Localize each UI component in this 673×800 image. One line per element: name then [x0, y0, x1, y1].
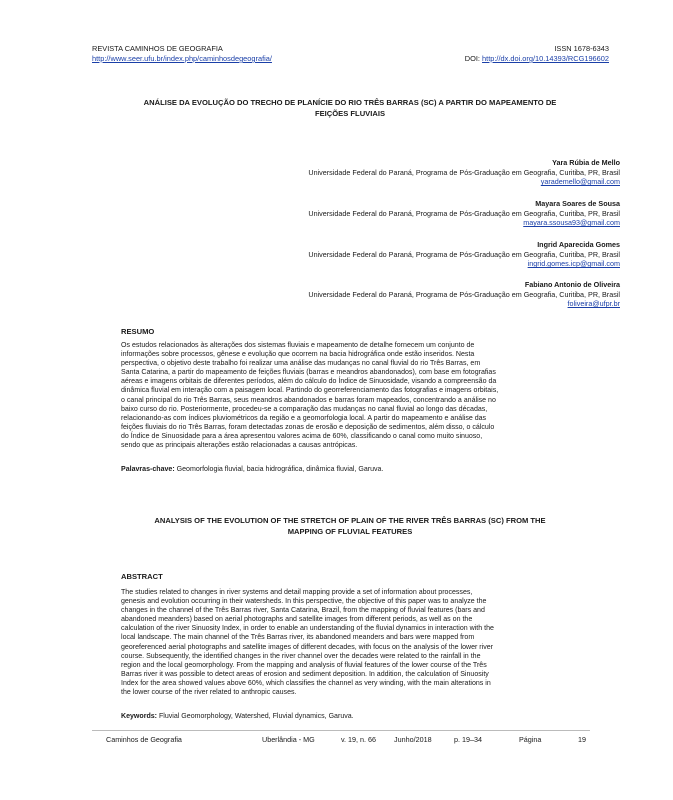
footer-city: Uberlândia - MG: [262, 735, 315, 744]
title-pt: [60, 97, 640, 119]
author-block-2: [308, 199, 620, 228]
keywords-label: Keywords:: [121, 713, 158, 720]
title-en-line1: ANALYSIS OF THE EVOLUTION OF THE STRETCH OF PLAIN OF THE RIVER TRÊS BARRAS (SC) FROM THE: [154, 516, 546, 525]
footer-journal: Caminhos de Geografia: [106, 735, 182, 744]
journal-name: REVISTA CAMINHOS DE GEOGRAFIA: [92, 44, 223, 53]
abstract-line: georeferenced aerial photographs and satellite images of different decades, with focus on the analysis of the lower river: [121, 643, 494, 651]
author-email-link[interactable]: ingrid.gomes.icp@gmail.com: [527, 259, 620, 269]
resumo-line: relacionando-as com índices pluviométricos da região e a geomorfologia local. A partir do mapeamento e análise das: [121, 414, 487, 422]
author-affiliation: Universidade Federal do Paraná, Programa de Pós-Graduação em Geografia, Curitiba, PR, Brasil: [308, 249, 620, 259]
resumo-body: [121, 341, 619, 450]
author-affiliation: Universidade Federal do Paraná, Programa de Pós-Graduação em Geografia, Curitiba, PR, Brasil: [308, 208, 620, 218]
footer-page-label: Página: [519, 735, 542, 744]
abstract-line: calculation of the river Sinuosity Index, in order to enable an understanding of the fluvial dynamics in interaction with the: [121, 625, 494, 633]
resumo-line: perspectiva, o objetivo deste trabalho foi realizar uma análise das mudanças no canal fluvial do rio Três Barras, em: [121, 360, 481, 368]
keywords-line: [121, 712, 354, 721]
title-en: [60, 515, 640, 537]
abstract-line: the lower course of the river related to anthropic causes.: [121, 689, 297, 697]
palavras-chave-line: [121, 465, 383, 474]
abstract-line: local landscape. The main channel of the Três Barras river, its abandoned meanders and bars were mapped from: [121, 634, 475, 642]
title-pt-line1: ANÁLISE DA EVOLUÇÃO DO TRECHO DE PLANÍCIE DO RIO TRÊS BARRAS (SC) A PARTIR DO MAPEAMENTO DE: [143, 98, 557, 107]
resumo-line: dinâmica fluvial em interação com a paisagem local. Partindo do georreferenciamento das fotografias e imagens orbitais,: [121, 387, 499, 395]
author-email-link[interactable]: mayara.ssousa93@gmail.com: [523, 218, 620, 228]
footer-volume: v. 19, n. 66: [341, 735, 377, 744]
resumo-line: informações sobre processos, gênese e evolução que ocorrem na bacia hidrográfica onde estão inseridos. Nesta: [121, 351, 475, 359]
journal-url-link[interactable]: http://www.seer.ufu.br/index.php/caminhosdegeografia/: [92, 54, 272, 63]
resumo-line: baixo curso do rio. Posteriormente, procedeu-se a comparação das mudanças no canal fluvial ao longo das décadas,: [121, 405, 488, 413]
footer-page-number: 19: [578, 735, 586, 744]
author-email-link[interactable]: yarademello@gmail.com: [540, 177, 620, 187]
abstract-line: changes in the channel of the Três Barras river, Santa Catarina, Brazil, from the mapping of fluvial features (bars and: [121, 607, 485, 615]
abstract-line: The studies related to changes in river systems and detail mapping provide a set of information about processes,: [121, 589, 473, 596]
footer-date: Junho/2018: [394, 735, 432, 744]
footer-pages: p. 19–34: [454, 735, 482, 744]
resumo-line: feições fluviais do rio Três Barras, foram detectadas zonas de erosão e deposição de sedimentos, além disso, o cálculo: [121, 423, 495, 431]
issn-label: ISSN 1678-6343: [554, 44, 609, 53]
resumo-line: do Índice de Sinuosidade para a área apresentou valores acima de 60%, classificando o canal como muito sinuoso,: [121, 432, 483, 440]
abstract-line: abandoned meanders) based on aerial photographs and satellite images from different periods, as well as on the: [121, 616, 473, 624]
abstract-line: Barras river it was possible to detect areas of erosion and sediment deposition. In addition, the calculation of Sinuosity: [121, 670, 489, 678]
abstract-heading: ABSTRACT: [121, 572, 163, 581]
author-name: Yara Rúbia de Mello: [552, 158, 620, 167]
resumo-line: o canal principal do rio Três Barras, seus meandros abandonados e barras foram mapeados, concentrando a análise no: [121, 396, 496, 404]
doi-link[interactable]: http://dx.doi.org/10.14393/RCG196602: [482, 54, 609, 63]
resumo-line: Os estudos relacionados às alterações dos sistemas fluviais e mapeamento de detalhe fornecem um conjunto de: [121, 342, 475, 349]
keywords-text: Fluvial Geomorphology, Watershed, Fluvial dynamics, Garuva.: [157, 713, 354, 720]
author-block-3: [308, 240, 620, 269]
resumo-heading: RESUMO: [121, 327, 155, 336]
author-block-1: [308, 158, 620, 187]
doi-line: [465, 54, 609, 63]
author-affiliation: Universidade Federal do Paraná, Programa de Pós-Graduação em Geografia, Curitiba, PR, Brasil: [308, 289, 620, 299]
title-pt-line2: FEIÇÕES FLUVIAIS: [314, 109, 386, 118]
palavras-chave-label: Palavras-chave:: [121, 466, 175, 473]
author-block-4: [308, 280, 620, 309]
author-email-link[interactable]: foliveira@ufpr.br: [567, 299, 620, 309]
abstract-line: Index for the area showed values above 60%, which classifies the channel as very winding, with the main alterations in: [121, 679, 491, 687]
resumo-line: aéreas e imagens orbitais de diferentes períodos, além do cálculo do Índice de Sinuosidade, visando a compreensão da: [121, 378, 497, 386]
author-name: Fabiano Antonio de Oliveira: [524, 280, 620, 289]
abstract-line: course. Subsequently, the identified changes in the river channel over the decades were related to the rainfall in the: [121, 652, 481, 660]
abstract-body: [121, 588, 619, 697]
doi-label: DOI:: [464, 54, 483, 63]
resumo-line: sendo que as principais alterações estão relacionadas a causas antrópicas.: [121, 442, 358, 450]
title-en-line2: MAPPING OF FLUVIAL FEATURES: [287, 527, 413, 536]
author-name: Ingrid Aparecida Gomes: [537, 240, 620, 249]
author-name: Mayara Soares de Sousa: [535, 199, 620, 208]
abstract-line: genesis and evolution occurring in their watersheds. In this perspective, the objective of this paper was to analyze the: [121, 598, 487, 606]
resumo-line: Santa Catarina, a partir do mapeamento de feições fluviais (barras e meandros abandonados), com base em fotografias: [121, 369, 496, 377]
abstract-line: region and the local geomorphology. From the mapping and analysis of fluvial features of the lower course of the Três: [121, 661, 487, 669]
author-affiliation: Universidade Federal do Paraná, Programa de Pós-Graduação em Geografia, Curitiba, PR, Brasil: [308, 167, 620, 177]
footer-divider: [92, 730, 590, 731]
palavras-chave-text: Geomorfologia fluvial, bacia hidrográfica, dinâmica fluvial, Garuva.: [174, 466, 384, 473]
